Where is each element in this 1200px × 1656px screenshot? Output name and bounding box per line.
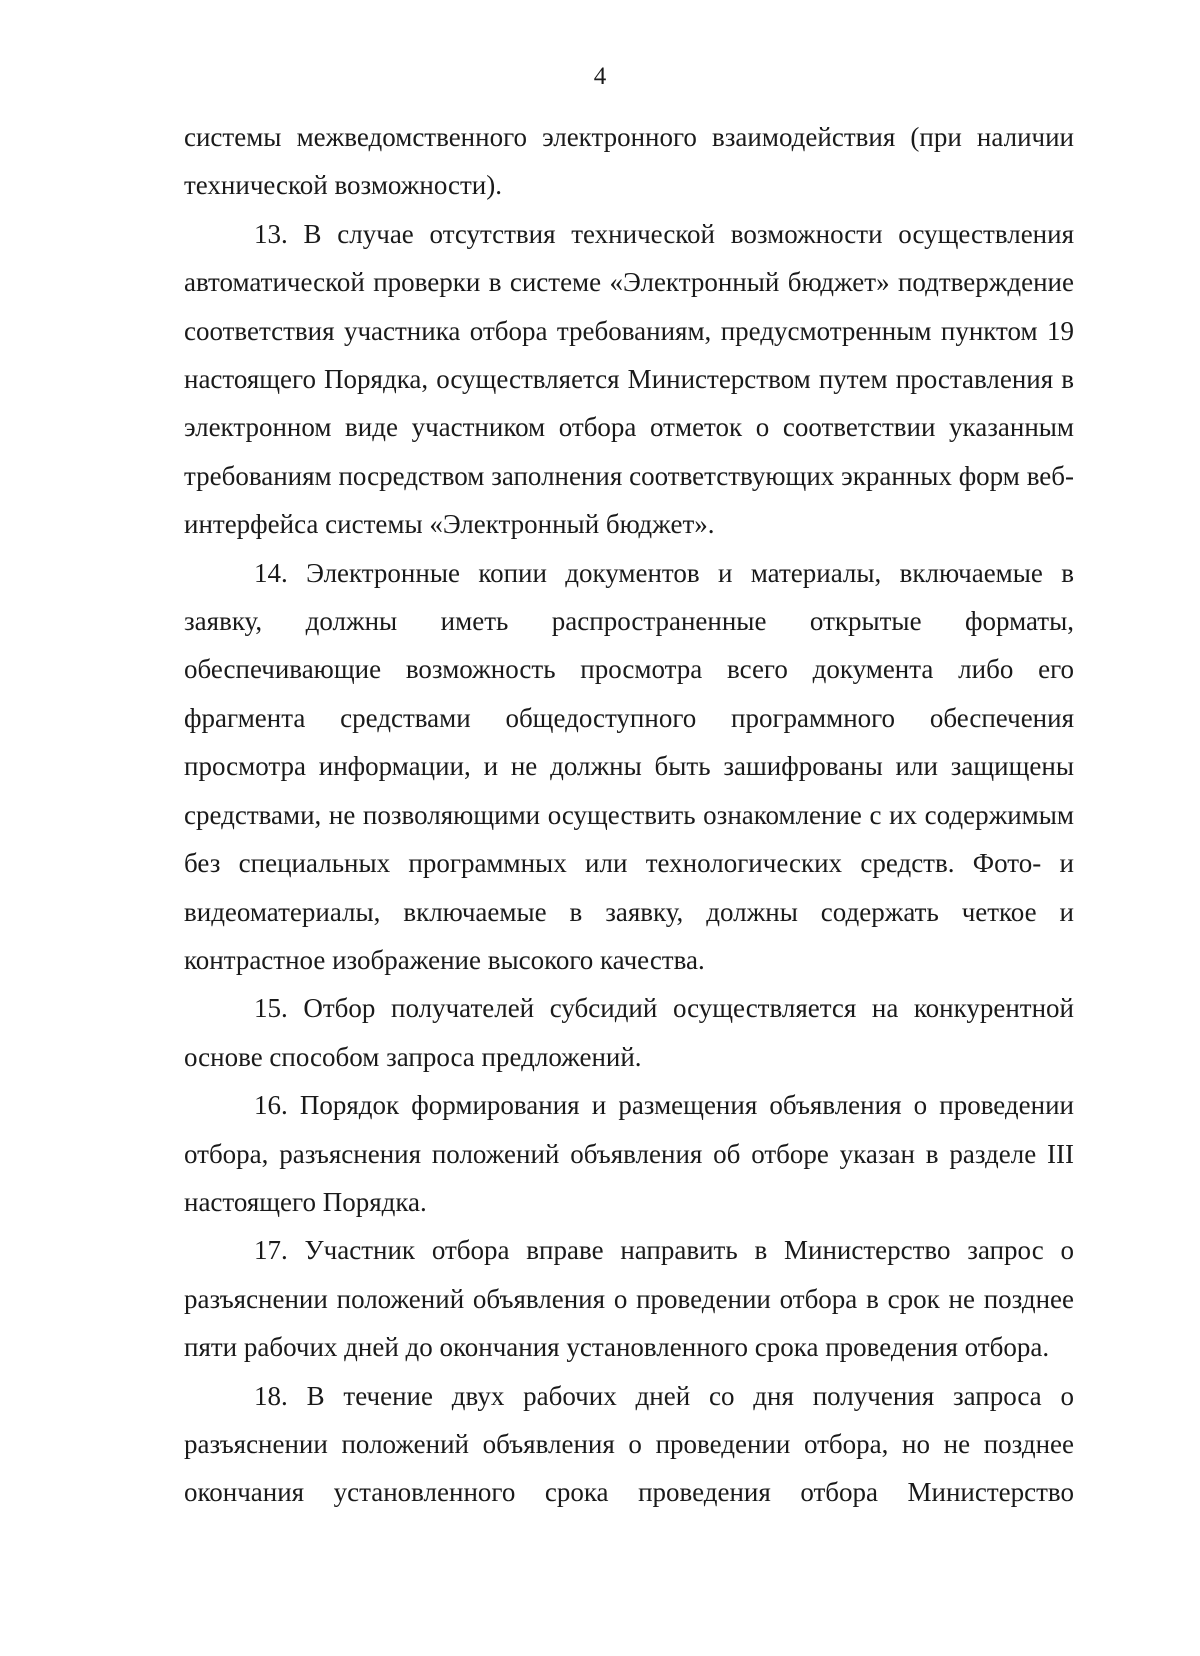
paragraph-18: 18. В течение двух рабочих дней со дня получения запроса о разъяснении положений объявления о проведении отбора, но не позднее окончания установленного срока проведения отбора Министерство xyxy=(184,1380,1074,1508)
document-body xyxy=(184,113,1074,1517)
paragraph-14: 14. Электронные копии документов и материалы, включаемые в заявку, должны иметь распространенные открытые форматы, обеспечивающие возможность просмотра всего документа либо его фрагмента средствами общедоступного программного обеспечения просмотра информации, и не должны быть зашифрованы или защищены средствами, не позволяющими осуществить ознакомление с их содержимым без специальных программных или технологических средств. Фото- и видеоматериалы, включаемые в заявку, должны содержать четкое и контрастное изображение высокого качества. xyxy=(184,557,1074,975)
paragraph-13: 13. В случае отсутствия технической возможности осуществления автоматической проверки в системе «Электронный бюджет» подтверждение соответствия участника отбора требованиям, предусмотренным пунктом 19 настоящего Порядка, осуществляется Министерством путем проставления в электронном виде участником отбора отметок о соответствии указанным требованиям посредством заполнения соответствующих экранных форм веб-интерфейса системы «Электронный бюджет». xyxy=(184,218,1074,540)
page-number: 4 xyxy=(593,63,607,90)
paragraph-1: системы межведомственного электронного взаимодействия (при наличии технической возможности). xyxy=(184,122,1074,201)
paragraph-15: 15. Отбор получателей субсидий осуществляется на конкурентной основе способом запроса предложений. xyxy=(184,993,1074,1072)
paragraph-17: 17. Участник отбора вправе направить в Министерство запрос о разъяснении положений объявления о проведении отбора в срок не позднее пяти рабочих дней до окончания установленного срока проведения отбора. xyxy=(184,1235,1074,1363)
paragraph-16: 16. Порядок формирования и размещения объявления о проведении отбора, разъяснения положений объявления об отборе указан в разделе III настоящего Порядка. xyxy=(184,1090,1074,1217)
